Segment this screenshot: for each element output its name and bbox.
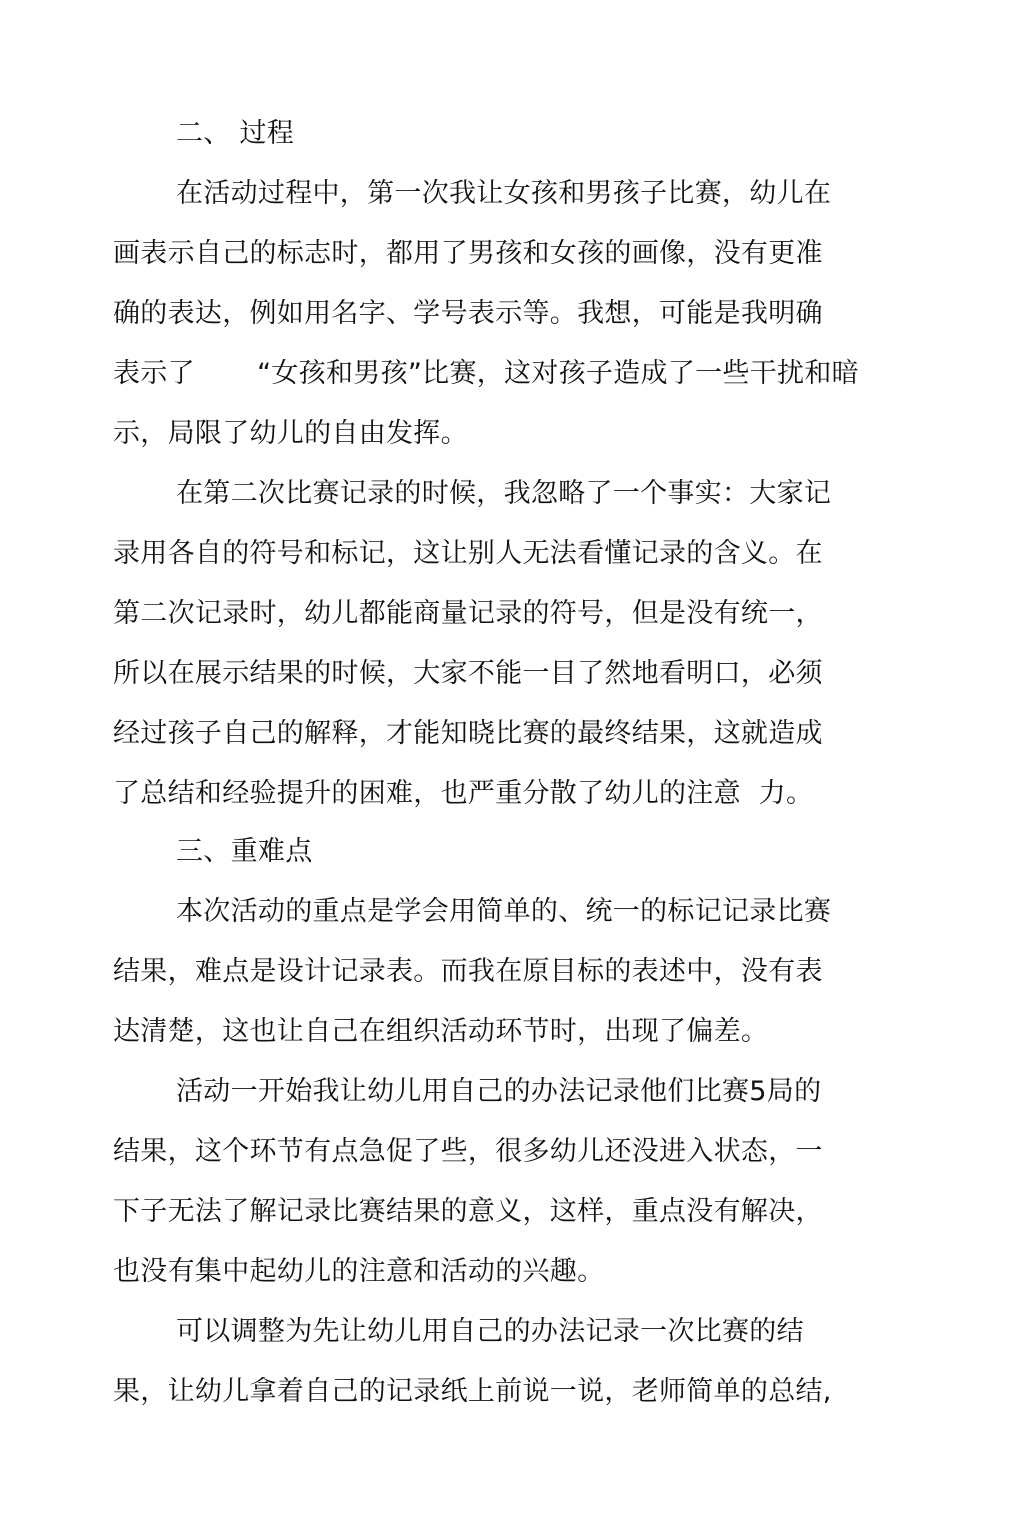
paragraph-line: 录用各自的符号和标记，这让别人无法看懂记录的含义。在 — [113, 538, 823, 569]
paragraph-line: 所以在展示结果的时候，大家不能一目了然地看明口，必须 — [113, 658, 823, 689]
paragraph-line: 画表示自己的标志时，都用了男孩和女孩的画像，没有更准 — [113, 238, 823, 269]
paragraph-line: 示，局限了幼儿的自由发挥。 — [113, 418, 468, 449]
paragraph-line: 本次活动的重点是学会用简单的、统一的标记记录比赛 — [176, 896, 832, 927]
section-heading-process: 二、 过程 — [176, 118, 295, 149]
paragraph-line: 在活动过程中，第一次我让女孩和男孩子比赛，幼儿在 — [176, 178, 832, 209]
paragraph-line: 可以调整为先让幼儿用自己的办法记录一次比赛的结 — [176, 1316, 804, 1347]
paragraph-line: 果，让幼儿拿着自己的记录纸上前说一说，老师简单的总结, — [113, 1376, 832, 1407]
paragraph-line: 下子无法了解记录比赛结果的意义，这样，重点没有解决， — [113, 1196, 823, 1227]
paragraph-line: 活动一开始我让幼儿用自己的办法记录他们比赛5局的 — [176, 1076, 822, 1107]
paragraph-line: 也没有集中起幼儿的注意和活动的兴趣。 — [113, 1256, 605, 1287]
paragraph-line: 确的表达，例如用名字、学号表示等。我想，可能是我明确 — [113, 298, 823, 329]
paragraph-line: 达清楚，这也让自己在组织活动环节时，出现了偏差。 — [113, 1016, 769, 1047]
paragraph-line: 经过孩子自己的解释，才能知晓比赛的最终结果，这就造成 — [113, 718, 823, 749]
paragraph-line: 表示了 “女孩和男孩”比赛，这对孩子造成了一些干扰和暗 — [113, 358, 859, 389]
paragraph-line: 在第二次比赛记录的时候，我忽略了一个事实：大家记 — [176, 478, 832, 509]
paragraph-line: 结果，难点是设计记录表。而我在原目标的表述中，没有表 — [113, 956, 823, 987]
paragraph-line: 第二次记录时，幼儿都能商量记录的符号，但是没有统一， — [113, 598, 823, 629]
section-heading-key-points: 三、重难点 — [176, 836, 313, 867]
paragraph-line: 结果，这个环节有点急促了些，很多幼儿还没进入状态，一 — [113, 1136, 823, 1167]
paragraph-line: 了总结和经验提升的困难，也严重分散了幼儿的注意 力。 — [113, 778, 814, 809]
